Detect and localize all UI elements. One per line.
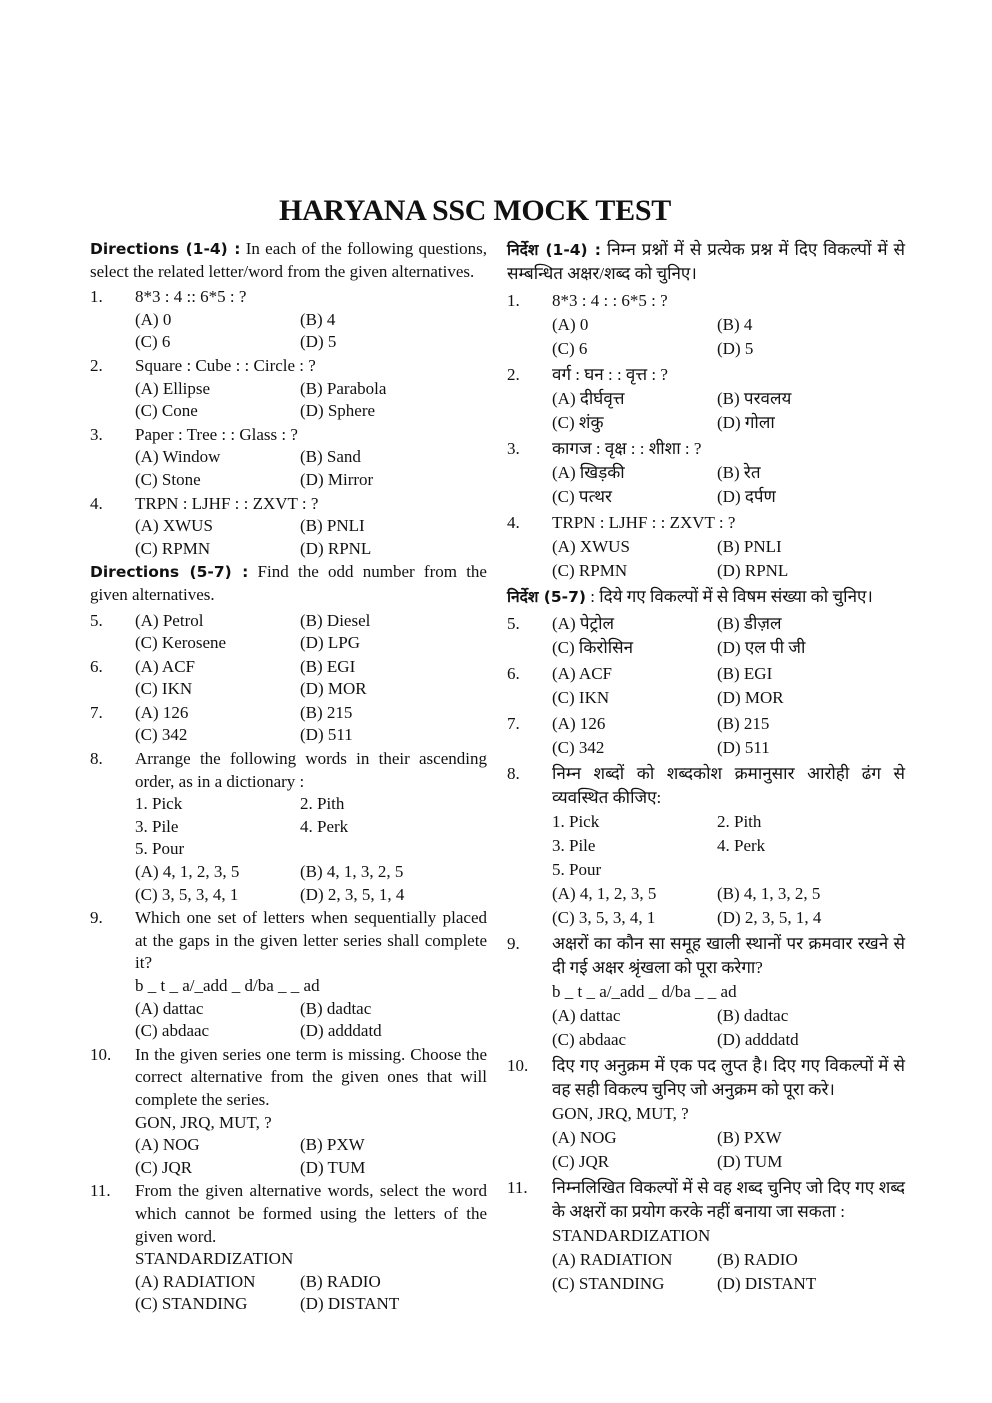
question-text: 5. Pour: [135, 839, 185, 859]
option-row: [135, 1020, 487, 1043]
option-row: [135, 1157, 487, 1180]
option-row: [552, 810, 905, 834]
option: (B) Diesel: [300, 610, 371, 630]
question-number: 9.: [507, 934, 520, 953]
option-row: [135, 610, 487, 633]
option: (B) 215: [717, 714, 770, 733]
option: (C) शंकु: [552, 413, 604, 432]
option-row: [552, 636, 905, 660]
option: 3. Pile: [552, 836, 596, 855]
question-3: [507, 437, 905, 509]
question-7: [90, 702, 487, 747]
option-row: [135, 632, 487, 655]
option-row: [552, 712, 905, 736]
question-text: GON, JRQ, MUT, ?: [552, 1104, 689, 1123]
option: (B) PXW: [717, 1128, 782, 1147]
question-number: 8.: [90, 749, 103, 769]
question-text: 8*3 : 4 :: 6*5 : ?: [135, 287, 247, 307]
question-number: 9.: [90, 908, 103, 928]
option: (C) 6: [135, 332, 171, 352]
option: (A) खिड़की: [552, 463, 625, 482]
question-4: [90, 493, 487, 561]
question-number: 11.: [90, 1181, 111, 1201]
question-number: 5.: [507, 614, 520, 633]
option: (D) गोला: [717, 413, 775, 432]
option: (C) RPMN: [135, 538, 211, 558]
question-text: निम्नलिखित विकल्पों में से वह शब्द चुनिए जो दिए गए शब्द के अक्षरों का प्रयोग करके नहीं बनाया जा सकता :: [552, 1178, 905, 1221]
question-number: 11.: [507, 1178, 528, 1197]
question-text: TRPN : LJHF : : ZXVT : ?: [135, 493, 319, 513]
option-row: [135, 400, 487, 423]
option: (D) दर्पण: [717, 487, 776, 506]
option: (D) 5: [717, 339, 754, 358]
option: (C) पत्थर: [552, 487, 612, 506]
option: (B) dadtac: [717, 1006, 789, 1025]
option-row: [135, 331, 487, 354]
option: (B) 4, 1, 3, 2, 5: [717, 884, 821, 903]
question-text: Paper : Tree : : Glass : ?: [135, 424, 298, 444]
question-number: 2.: [90, 355, 103, 375]
option: (D) DISTANT: [717, 1274, 817, 1293]
option: (B) परवलय: [717, 389, 792, 408]
option: (D) LPG: [300, 633, 360, 653]
option: (C) JQR: [135, 1157, 193, 1177]
option: (D) adddatd: [717, 1030, 799, 1049]
option-row: [135, 1271, 487, 1294]
option-row: [552, 387, 905, 411]
option-row: [135, 998, 487, 1021]
option: (C) JQR: [552, 1152, 610, 1171]
option-row: [552, 535, 905, 559]
option-row: [135, 538, 487, 561]
option: (A) ACF: [552, 664, 612, 683]
question-text: STANDARDIZATION: [135, 1249, 294, 1269]
directions-label: निर्देश (5-7): [507, 588, 586, 606]
option-row: [135, 678, 487, 701]
option: 3. Pile: [135, 816, 179, 836]
option: (C) Stone: [135, 469, 201, 489]
question-text: STANDARDIZATION: [552, 1226, 711, 1245]
question-text: 8*3 : 4 : : 6*5 : ?: [552, 291, 668, 310]
option-row: [135, 793, 487, 816]
option: (A) 0: [135, 309, 172, 329]
directions-text: Find the odd number from the given alternatives.: [90, 562, 487, 604]
option: 1. Pick: [552, 812, 600, 831]
option: (D) 2, 3, 5, 1, 4: [717, 908, 822, 927]
option-row: [552, 1028, 905, 1052]
option-row: [552, 461, 905, 485]
question-number: 5.: [90, 610, 103, 630]
question-9: [90, 907, 487, 1043]
option: (B) 4: [717, 315, 753, 334]
question-number: 10.: [90, 1044, 112, 1064]
option: (C) abdaac: [135, 1021, 210, 1041]
option-row: [135, 884, 487, 907]
question-1: [90, 286, 487, 354]
directions-label: Directions (1-4) :: [90, 240, 241, 258]
option: (A) 126: [552, 714, 606, 733]
option-row: [552, 1248, 905, 1272]
option: (D) DISTANT: [300, 1294, 400, 1314]
question-text: GON, JRQ, MUT, ?: [135, 1112, 272, 1132]
option: (A) 4, 1, 2, 3, 5: [552, 884, 657, 903]
option: (A) 126: [135, 702, 189, 722]
question-2: [507, 363, 905, 435]
question-number: 10.: [507, 1056, 529, 1075]
option: (B) RADIO: [300, 1271, 381, 1291]
question-text: वर्ग : घन : : वृत्त : ?: [552, 365, 668, 384]
page-title: HARYANA SSC MOCK TEST: [279, 194, 671, 227]
option: (D) TUM: [717, 1152, 783, 1171]
option: (D) adddatd: [300, 1021, 382, 1041]
option: (B) डीज़ल: [717, 614, 782, 633]
option: (B) 4, 1, 3, 2, 5: [300, 862, 404, 882]
option-row: [135, 309, 487, 332]
question-text: 5. Pour: [552, 860, 602, 879]
option-row: [552, 337, 905, 361]
question-text: In the given series one term is missing. Choose the correct alternative from the given ones that will complete the series.: [135, 1044, 487, 1109]
option: (D) Sphere: [300, 401, 376, 421]
option: (B) dadtac: [300, 998, 372, 1018]
option-row: [552, 1126, 905, 1150]
option: 2. Pith: [300, 794, 345, 814]
question-4: [507, 511, 905, 583]
option: (C) STANDING: [552, 1274, 665, 1293]
option-row: [135, 702, 487, 725]
directions-label: निर्देश (1-4) :: [507, 241, 601, 259]
question-text: b _ t _ a/_add _ d/ba _ _ ad: [135, 976, 320, 995]
option: (A) 0: [552, 315, 589, 334]
directions-text: निम्न प्रश्नों में से प्रत्येक प्रश्न में दिए विकल्पों में से सम्बन्धित अक्षर/शब्द को चुनिए।: [507, 240, 905, 283]
option: (A) RADIATION: [552, 1250, 673, 1269]
question-number: 3.: [507, 439, 520, 458]
option: (D) एल पी जी: [717, 638, 806, 657]
question-text: Which one set of letters when sequentially placed at the gaps in the given letter series shall complete it?: [135, 908, 487, 973]
english-column: [90, 238, 487, 1317]
option-row: [552, 559, 905, 583]
directions-text: : दिये गए विकल्पों में से विषम संख्या को चुनिए।: [585, 587, 873, 606]
option: (A) Ellipse: [135, 378, 211, 398]
question-10: [90, 1044, 487, 1180]
option: (A) XWUS: [135, 516, 213, 536]
question-10: [507, 1054, 905, 1174]
option: (A) XWUS: [552, 537, 630, 556]
question-11: [507, 1176, 905, 1296]
option: (D) 511: [717, 738, 770, 757]
question-5: [90, 610, 487, 655]
question-text: Square : Cube : : Circle : ?: [135, 355, 316, 375]
directions: [507, 238, 905, 286]
directions: [507, 585, 905, 609]
question-text: From the given alternative words, select the word which cannot be formed using the letters of the given word.: [135, 1181, 487, 1246]
option: (B) RADIO: [717, 1250, 798, 1269]
option: (D) 2, 3, 5, 1, 4: [300, 884, 405, 904]
question-number: 6.: [507, 664, 520, 683]
option: (D) 5: [300, 332, 337, 352]
option-row: [552, 736, 905, 760]
option: (C) IKN: [135, 679, 193, 699]
option: 1. Pick: [135, 794, 183, 814]
option: (C) किरोसिन: [552, 638, 634, 657]
question-number: 7.: [507, 714, 520, 733]
question-2: [90, 355, 487, 423]
option: (A) ACF: [135, 656, 195, 676]
option: (B) रेत: [717, 463, 761, 482]
option: (A) पेट्रोल: [552, 614, 615, 633]
option-row: [135, 469, 487, 492]
option: (C) IKN: [552, 688, 610, 707]
option-row: [552, 662, 905, 686]
question-5: [507, 612, 905, 660]
option: (B) Parabola: [300, 378, 387, 398]
option: (B) EGI: [717, 664, 773, 683]
option: (D) Mirror: [300, 469, 374, 489]
option: (B) EGI: [300, 656, 356, 676]
option-row: [552, 906, 905, 930]
question-number: 3.: [90, 424, 103, 444]
option: (D) MOR: [300, 679, 367, 699]
question-text: कागज : वृक्ष : : शीशा : ?: [552, 439, 702, 458]
directions: [90, 238, 487, 283]
question-9: [507, 932, 905, 1052]
question-11: [90, 1180, 487, 1316]
question-7: [507, 712, 905, 760]
option: (D) TUM: [300, 1157, 366, 1177]
directions-label: Directions (5-7) :: [90, 563, 249, 582]
option: (A) dattac: [552, 1006, 621, 1025]
directions: [90, 561, 487, 606]
question-text: अक्षरों का कौन सा समूह खाली स्थानों पर क्रमवार रखने से दी गई अक्षर श्रृंखला को पूरा करेगा?: [552, 934, 905, 977]
option: (B) Sand: [300, 447, 361, 467]
option: (A) 4, 1, 2, 3, 5: [135, 862, 240, 882]
option-row: [135, 861, 487, 884]
question-number: 7.: [90, 702, 103, 722]
option-row: [552, 686, 905, 710]
option-row: [552, 834, 905, 858]
option: (B) 215: [300, 702, 353, 722]
option: (C) Cone: [135, 401, 198, 421]
option: (A) dattac: [135, 998, 204, 1018]
question-number: 1.: [507, 291, 520, 310]
option-row: [135, 724, 487, 747]
option-row: [135, 656, 487, 679]
option-row: [552, 485, 905, 509]
option: (C) 3, 5, 3, 4, 1: [552, 908, 656, 927]
option: (A) RADIATION: [135, 1271, 256, 1291]
question-number: 8.: [507, 764, 520, 783]
option: 4. Perk: [717, 836, 766, 855]
directions-text: In each of the following questions, select the related letter/word from the given alternatives.: [90, 239, 487, 281]
option-row: [135, 446, 487, 469]
question-6: [90, 656, 487, 701]
option-row: [552, 1004, 905, 1028]
option-row: [135, 1293, 487, 1316]
option-row: [552, 612, 905, 636]
question-text: निम्न शब्दों को शब्दकोश क्रमानुसार आरोही ढंग से व्यवस्थित कीजिए:: [552, 764, 905, 807]
option-row: [135, 378, 487, 401]
option: (D) MOR: [717, 688, 784, 707]
option-row: [135, 816, 487, 839]
option: (A) NOG: [135, 1135, 200, 1155]
option: (B) PNLI: [717, 537, 782, 556]
option: (D) RPNL: [300, 538, 372, 558]
option: (A) Petrol: [135, 610, 204, 630]
option: (D) RPNL: [717, 561, 789, 580]
option: (C) abdaac: [552, 1030, 627, 1049]
option: (C) 6: [552, 339, 588, 358]
question-number: 2.: [507, 365, 520, 384]
question-text: दिए गए अनुक्रम में एक पद लुप्त है। दिए गए विकल्पों में से वह सही विकल्प चुनिए जो अनुक्रम को पूरा करे।: [552, 1056, 905, 1099]
option: (C) 3, 5, 3, 4, 1: [135, 884, 239, 904]
option-row: [552, 411, 905, 435]
option-row: [552, 313, 905, 337]
question-number: 6.: [90, 656, 103, 676]
option: (A) दीर्घवृत्त: [552, 389, 625, 408]
option: (D) 511: [300, 725, 353, 745]
option: (A) Window: [135, 447, 221, 467]
option-row: [552, 882, 905, 906]
option: 4. Perk: [300, 816, 349, 836]
question-number: 4.: [90, 493, 103, 513]
option: (C) RPMN: [552, 561, 628, 580]
option: (B) PXW: [300, 1135, 365, 1155]
question-8: [507, 762, 905, 930]
option: (B) PNLI: [300, 516, 365, 536]
question-number: 4.: [507, 513, 520, 532]
option-row: [135, 1134, 487, 1157]
option: (B) 4: [300, 309, 336, 329]
question-text: TRPN : LJHF : : ZXVT : ?: [552, 513, 736, 532]
option: (C) STANDING: [135, 1294, 248, 1314]
option: (A) NOG: [552, 1128, 617, 1147]
option: 2. Pith: [717, 812, 762, 831]
question-1: [507, 289, 905, 361]
option: (C) 342: [135, 725, 188, 745]
question-text: Arrange the following words in their ascending order, as in a dictionary :: [135, 749, 487, 791]
option: (C) Kerosene: [135, 633, 227, 653]
question-6: [507, 662, 905, 710]
question-8: [90, 748, 487, 906]
option: (C) 342: [552, 738, 605, 757]
option-row: [135, 515, 487, 538]
option-row: [552, 1150, 905, 1174]
hindi-column: [507, 238, 905, 1298]
option-row: [552, 1272, 905, 1296]
question-number: 1.: [90, 287, 103, 307]
question-text: b _ t _ a/_add _ d/ba _ _ ad: [552, 982, 737, 1001]
question-3: [90, 424, 487, 492]
